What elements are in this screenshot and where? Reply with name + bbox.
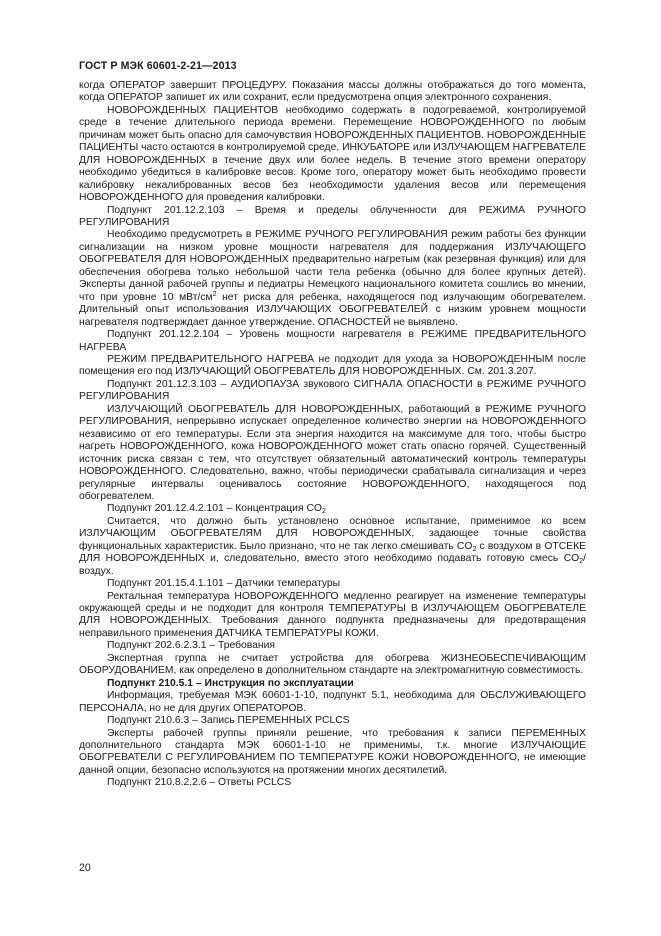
subscript: 2 (579, 558, 584, 566)
text-run: Необходимо предусмотреть в РЕЖИМЕ РУЧНОГО РЕГУЛИРОВАНИЯ режим работы без функции сигнализации на низком уровне мощности нагревателя для поддержания ИЗЛУЧАЮЩЕГО ОБОГРЕВАТЕЛЯ ДЛЯ НОВОРОЖДЕННЫХ предварительно нагретым (как резервная функция) или для обеспечения обогрева только небольшой части тела ребенка (обычно для более крупных детей). Эксперты данной рабочей группы и педиатры Немецкого национального комитета сошлись во мнении, что при уровне 10 мВт/см (79, 229, 586, 303)
subclause-heading-bold: Подпункт 210.5.1 – Инструкция по эксплуатации (107, 677, 354, 689)
document-header: ГОСТ Р МЭК 60601-2-21—2013 (79, 60, 237, 72)
subscript: 2 (472, 545, 477, 553)
subclause-heading: Подпункт 201.12.3.103 – АУДИОПАУЗА звукового СИГНАЛА ОПАСНОСТИ в РЕЖИМЕ РУЧНОГО РЕГУЛИРОВАНИЯ (79, 378, 586, 403)
subclause-heading: Подпункт 202.6.2.3.1 – Требования (107, 640, 276, 652)
paragraph: Экспертная группа не считает устройства для обогрева ЖИЗНЕОБЕСПЕЧИВАЮЩИМ ОБОРУДОВАНИЕМ, как определено в дополнительном стандарте на электромагнитную совместимость. (79, 652, 586, 677)
paragraph: НОВОРОЖДЕННЫХ ПАЦИЕНТОВ необходимо содержать в подогреваемой, контролируемой среде в течение длительного периода времени. Перемещение НОВОРОЖДЕННОГО по любым причинам может быть опасно для самочувствия НОВОРОЖДЕННЫХ ПАЦИЕНТОВ. НОВОРОЖДЕННЫЕ ПАЦИЕНТЫ часто остаются в контролируемой среде, ИНКУБАТОРЕ или ИЗЛУЧАЮЩЕМ НАГРЕВАТЕЛЕ ДЛЯ НОВОРОЖДЕННЫХ в течение двух или более недель. В течение этого времени оператору необходимо убедиться в калибровке весов. Кроме того, оператору может быть необходимо провести калибровку некалиброванных весов без необходимости удаления весов или перемещения НОВОРОЖДЕННОГО для проведения калибровки. (79, 104, 586, 204)
document-body (79, 80, 586, 790)
paragraph: Эксперты рабочей группы приняли решение, что требования к записи ПЕРЕМЕННЫХ дополнительного стандарта МЭК 60601-1-10 не применимы, т.к. многие ИЗЛУЧАЮЩИЕ ОБОГРЕВАТЕЛИ С РЕГУЛИРОВАНИЕМ ПО ТЕМПЕРАТУРЕ КОЖИ НОВОРОЖДЕННОГО, не имеющие данной опции, безопасно используются на протяжении многих десятилетий. (79, 727, 586, 776)
subclause-heading: Подпункт 210.8.2.2.6 – Ответы PCLCS (107, 777, 292, 789)
text-run: Подпункт 201.12.4.2.101 – Концентрация CO (107, 503, 322, 515)
subscript: 2 (321, 508, 326, 516)
subclause-heading: Подпункт 201.12.2.103 – Время и пределы облученности для РЕЖИМА РУЧНОГО РЕГУЛИРОВАНИЯ (79, 204, 586, 228)
text-run: с воздухом в ОТСЕКЕ ДЛЯ НОВОРОЖДЕННЫХ и, следовательно, вместо этого необходимо подавать готовую смесь CO (79, 540, 587, 565)
subclause-heading: Подпункт 201.15.4.1.101 – Датчики температуры (107, 578, 341, 590)
page-number: 20 (79, 862, 91, 874)
subclause-heading: Подпункт 210.6.3 – Запись ПЕРЕМЕННЫХ PCLCS (107, 715, 350, 727)
paragraph: ИЗЛУЧАЮЩИЙ ОБОГРЕВАТЕЛЬ ДЛЯ НОВОРОЖДЕННЫХ, работающий в РЕЖИМЕ РУЧНОГО РЕГУЛИРОВАНИЯ, непрерывно испускает определенное количество энергии на НОВОРОЖДЕННОГО независимо от его температуры. Если эта энергия находится на максимуме для того, чтобы быстро нагреть НОВОРОЖДЕННОГО, кожа НОВОРОЖДЕННОГО может стать опасно горячей. Существенный источник риска связан с тем, что отсутствует обязательный автоматический контроль температуры НОВОРОЖДЕННОГО. Следовательно, важно, чтобы периодически срабатывала сигнализация и через регулярные интервалы оценивалось состояние НОВОРОЖДЕННОГО, находящегося под обогревателем. (79, 403, 586, 502)
superscript: 2 (212, 290, 217, 298)
paragraph: Ректальная температура НОВОРОЖДЕННОГО медленно реагирует на изменение температуры окружающей среды и не подходит для контроля ТЕМПЕРАТУРЫ В ИЗЛУЧАЮЩЕМ ОБОГРЕВАТЕЛЕ ДЛЯ НОВОРОЖДЕННЫХ. Требования данного подпункта предназначены для предотвращения неправильного применения ДАТЧИКА ТЕМПЕРАТУРЫ КОЖИ. (79, 590, 586, 639)
subclause-heading (79, 503, 586, 515)
text-run: /воздух. (79, 553, 586, 577)
subclause-heading: Подпункт 201.12.2.104 – Уровень мощности нагревателя в РЕЖИМЕ ПРЕДВАРИТЕЛЬНОГО НАГРЕВА (79, 329, 586, 353)
paragraph: Информация, требуемая МЭК 60601-1-10, подпункт 5.1, необходима для ОБСЛУЖИВАЮЩЕГО ПЕРСОНАЛА, но не для других ОПЕРАТОРОВ. (79, 690, 586, 714)
paragraph: РЕЖИМ ПРЕДВАРИТЕЛЬНОГО НАГРЕВА не подходит для ухода за НОВОРОЖДЕННЫМ после помещения его под ИЗЛУЧАЮЩИЙ ОБОГРЕВАТЕЛЬ ДЛЯ НОВОРОЖДЕННЫХ. См. 201.3.207. (79, 353, 586, 378)
paragraph (79, 516, 586, 578)
text-run: нет риска для ребенка, находящегося под излучающим обогревателем. Длительный опыт использования ИЗЛУЧАЮЩИХ ОБОГРЕВАТЕЛЕЙ с низким уровнем мощности нагревателя подтверждает данное утверждение. ОПАСНОСТЕЙ не выявлено. (79, 291, 586, 328)
text-run: Считается, что должно быть установлено основное испытание, применимое ко всем ИЗЛУЧАЮЩИМ ОБОГРЕВАТЕЛЯМ ДЛЯ НОВОРОЖДЕННЫХ, задающее точные свойства функциональных характеристик. Было признано, что не так легко смешивать CO (79, 515, 586, 552)
paragraph: когда ОПЕРАТОР завершит ПРОЦЕДУРУ. Показания массы должны отображаться до того момента, когда ОПЕРАТОР запишет их или сохранит, если предусмотрена опция электронного сохранения. (79, 80, 586, 104)
paragraph (79, 229, 586, 329)
